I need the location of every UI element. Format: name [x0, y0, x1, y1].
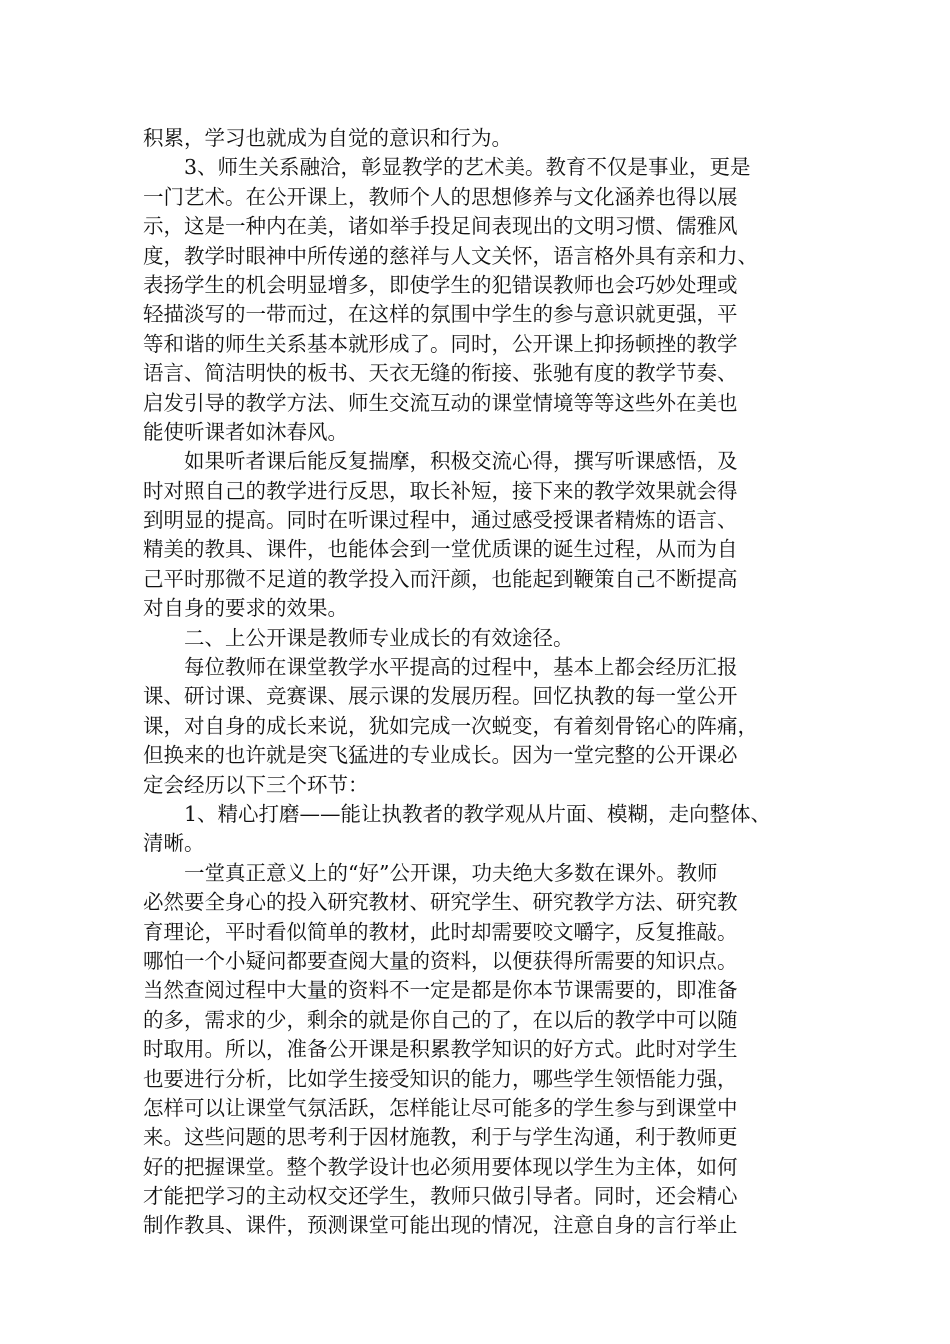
text-line: 育理论，平时看似简单的教材，此时却需要咬文嚼字，反复推敲。: [143, 919, 738, 944]
text-line: 必然要全身心的投入研究教材、研究学生、研究教学方法、研究教: [143, 890, 738, 915]
text-line: 一门艺术。在公开课上，教师个人的思想修养与文化涵养也得以展: [143, 184, 738, 209]
text-line: 如果听者课后能反复揣摩，积极交流心得，撰写听课感悟，及: [143, 449, 738, 474]
text-line: 己平时那微不足道的教学投入而汗颜，也能起到鞭策自己不断提高: [143, 566, 738, 591]
text-line: 课，对自身的成长来说，犹如完成一次蜕变，有着刻骨铭心的阵痛，: [143, 713, 758, 738]
text-line: 一堂真正意义上的“好”公开课，功夫绝大多数在课外。教师: [143, 860, 718, 885]
text-line: 当然查阅过程中大量的资料不一定是都是你本节课需要的，即准备: [143, 978, 738, 1003]
text-line: 哪怕一个小疑问都要查阅大量的资料，以便获得所需要的知识点。: [143, 948, 738, 973]
text-line: 每位教师在课堂教学水平提高的过程中，基本上都会经历汇报: [143, 655, 738, 680]
text-line: 制作教具、课件，预测课堂可能出现的情况，注意自身的言行举止: [143, 1213, 738, 1238]
text-line: 但换来的也许就是突飞猛进的专业成长。因为一堂完整的公开课必: [143, 743, 738, 768]
text-line: 才能把学习的主动权交还学生，教师只做引导者。同时，还会精心: [143, 1184, 738, 1209]
section-heading: 二、上公开课是教师专业成长的有效途径。: [143, 625, 574, 650]
text-line: 怎样可以让课堂气氛活跃，怎样能让尽可能多的学生参与到课堂中: [143, 1095, 738, 1120]
text-line: 启发引导的教学方法、师生交流互动的课堂情境等等这些外在美也: [143, 390, 738, 415]
text-line: 清晰。: [143, 831, 205, 856]
text-line: 的多，需求的少，剩余的就是你自己的了，在以后的教学中可以随: [143, 1007, 738, 1032]
text-line: 语言、简洁明快的板书、天衣无缝的衔接、张驰有度的教学节奏、: [143, 361, 738, 386]
text-line: 课、研讨课、竞赛课、展示课的发展历程。回忆执教的每一堂公开: [143, 684, 738, 709]
text-line: 时取用。所以，准备公开课是积累教学知识的好方式。此时对学生: [143, 1037, 738, 1062]
text-line: 表扬学生的机会明显增多，即使学生的犯错误教师也会巧妙处理或: [143, 272, 738, 297]
text-line: 时对照自己的教学进行反思，取长补短，接下来的教学效果就会得: [143, 478, 738, 503]
text-line: 示，这是一种内在美，诸如举手投足间表现出的文明习惯、儒雅风: [143, 214, 738, 239]
text-line: 精美的教具、课件，也能体会到一堂优质课的诞生过程，从而为自: [143, 537, 738, 562]
text-line: 到明显的提高。同时在听课过程中，通过感受授课者精炼的语言、: [143, 508, 738, 533]
text-line: 也要进行分析，比如学生接受知识的能力，哪些学生领悟能力强，: [143, 1066, 738, 1091]
text-line: 对自身的要求的效果。: [143, 596, 348, 621]
text-line: 能使听课者如沐春风。: [143, 419, 348, 444]
text-line: 等和谐的师生关系基本就形成了。同时，公开课上抑扬顿挫的教学: [143, 331, 738, 356]
text-line: 定会经历以下三个环节：: [143, 772, 369, 797]
text-line: 3、师生关系融洽，彰显教学的艺术美。教育不仅是事业，更是: [143, 155, 751, 180]
text-line: 轻描淡写的一带而过，在这样的氛围中学生的参与意识就更强，平: [143, 302, 738, 327]
text-line: 好的把握课堂。整个教学设计也必须用要体现以学生为主体，如何: [143, 1154, 738, 1179]
text-line: 来。这些问题的思考利于因材施教，利于与学生沟通，利于教师更: [143, 1125, 738, 1150]
text-line: 1、精心打磨——能让执教者的教学观从片面、模糊，走向整体、: [143, 801, 772, 826]
text-line: 度，教学时眼神中所传递的慈祥与人文关怀，语言格外具有亲和力、: [143, 243, 758, 268]
text-line: 积累，学习也就成为自觉的意识和行为。: [143, 126, 512, 150]
body-text: [143, 124, 811, 1241]
